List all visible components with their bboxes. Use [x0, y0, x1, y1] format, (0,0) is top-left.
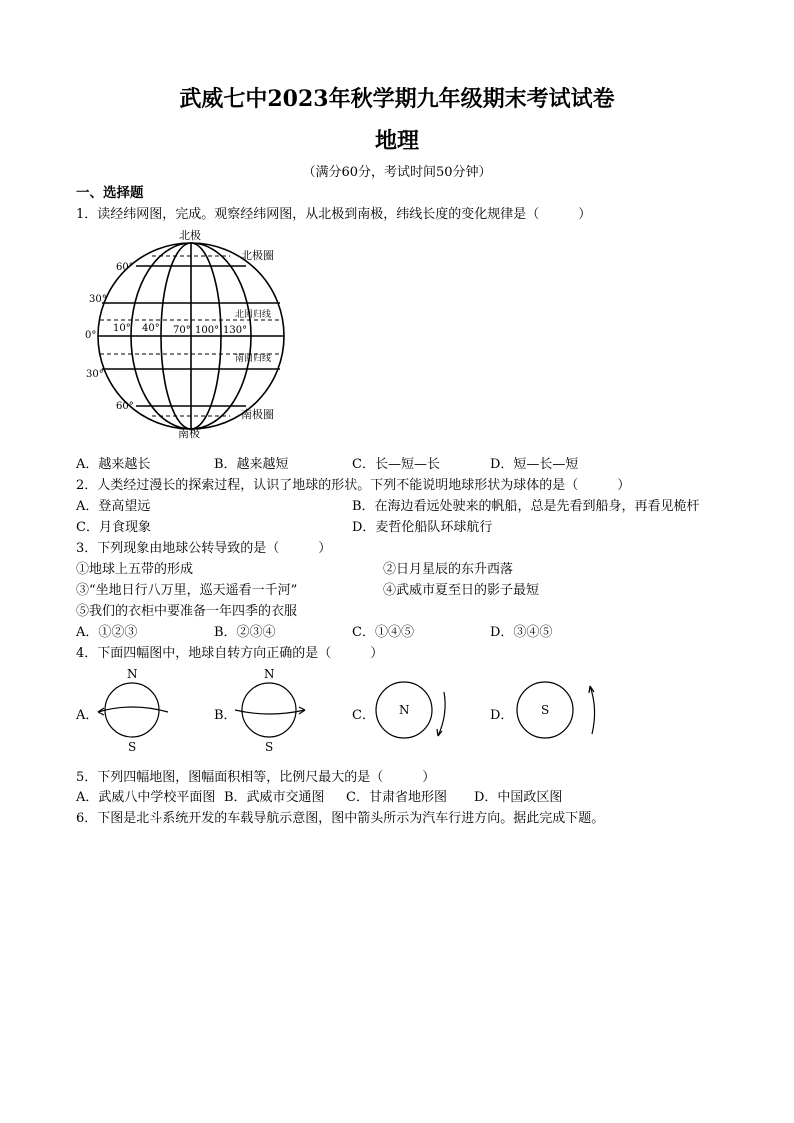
q4-option-b-label: B． [214, 708, 237, 723]
tropic-cancer-label: 北回归线 [235, 310, 272, 320]
q5-option-d: D．中国政区图 [474, 790, 563, 805]
q3-option-b: B．②③④ [214, 625, 276, 640]
lat-60n-label: 60° [116, 262, 134, 273]
q1-option-a: A．越来越长 [76, 457, 151, 472]
q2-option-b: B．在海边看远处驶来的帆船，总是先看到船身，再看见桅杆 [352, 499, 700, 514]
q5-option-b: B．武威市交通图 [224, 790, 325, 805]
exam-note: （满分60分，考试时间50分钟） [302, 165, 492, 180]
south-pole-label: 南极 [178, 427, 200, 440]
q4-option-a-label: A． [76, 708, 99, 723]
arctic-circle-label: 北极圈 [241, 249, 274, 262]
q3-item-5: ⑤我们的衣柜中要准备一年四季的衣服 [76, 604, 298, 619]
q1-stem: 1．读经纬网图，完成。观察经纬网图，从北极到南极，纬线长度的变化规律是（ ） [76, 207, 592, 222]
q3-item-2: ②日月星辰的东升西落 [383, 562, 514, 577]
q3-item-3: ③“坐地日行八万里，巡天遥看一千河” [76, 583, 298, 598]
q2-option-c: C．月食现象 [76, 520, 151, 535]
q3-item-4: ④武威市夏至日的影子最短 [383, 583, 540, 598]
q5-option-c: C．甘肃省地形图 [346, 790, 447, 805]
q3-item-1: ①地球上五带的形成 [76, 562, 194, 577]
antarctic-circle-label: 南极圈 [241, 408, 274, 421]
lat-60s-label: 60° [116, 401, 134, 412]
q4-figure-c [368, 674, 458, 746]
lat-30n-label: 30° [89, 294, 107, 305]
q4-stem: 4．下面四幅图中，地球自转方向正确的是（ ） [76, 646, 384, 661]
lon-40-label: 40° [142, 323, 160, 334]
q4b-s-label: S [265, 740, 274, 754]
q4-option-c-label: C． [352, 708, 375, 723]
tropic-capricorn-label: 南回归线 [235, 354, 272, 364]
q4a-n-label: N [127, 667, 138, 681]
q2-stem: 2．人类经过漫长的探索过程，认识了地球的形状。下列不能说明地球形状为球体的是（ ） [76, 478, 631, 493]
q1-option-c: C．长—短—长 [352, 457, 440, 472]
q1-option-b: B．越来越短 [214, 457, 289, 472]
q4-option-d-label: D． [490, 708, 514, 723]
q3-option-d: D．③④⑤ [490, 625, 553, 640]
q4-figure-d [508, 674, 603, 746]
graticule-diagram [80, 226, 300, 442]
lon-100-label: 100° [195, 325, 220, 336]
q3-option-c: C．①④⑤ [352, 625, 414, 640]
north-pole-label: 北极 [179, 229, 201, 242]
lon-10-label: 10° [113, 323, 131, 334]
q4c-n-label: N [399, 703, 410, 717]
q2-option-d: D．麦哲伦船队环球航行 [352, 520, 493, 535]
section-heading: 一、选择题 [76, 185, 144, 201]
q5-stem: 5．下列四幅地图，图幅面积相等，比例尺最大的是（ ） [76, 770, 436, 785]
q6-stem: 6．下图是北斗系统开发的车载导航示意图，图中箭头所示为汽车行进方向。据此完成下题。 [76, 811, 605, 826]
q4a-s-label: S [128, 740, 137, 754]
q4d-s-label: S [541, 703, 550, 717]
q2-option-a: A．登高望远 [76, 499, 151, 514]
q4-figure-a [92, 665, 182, 755]
lat-30s-label: 30° [86, 369, 104, 380]
lon-70-label: 70° [173, 325, 191, 336]
q3-stem: 3．下列现象由地球公转导致的是（ ） [76, 541, 332, 556]
q3-option-a: A．①②③ [76, 625, 138, 640]
q4b-n-label: N [264, 667, 275, 681]
exam-title: 武威七中2023年秋学期九年级期末考试试卷 [179, 86, 615, 112]
q5-option-a: A．武威八中学校平面图 [76, 790, 216, 805]
q4-figure-b [229, 665, 319, 755]
q1-option-d: D．短—长—短 [490, 457, 579, 472]
subject-title: 地理 [374, 128, 419, 154]
lat-0-label: 0° [85, 330, 97, 341]
lon-130-label: 130° [223, 325, 248, 336]
